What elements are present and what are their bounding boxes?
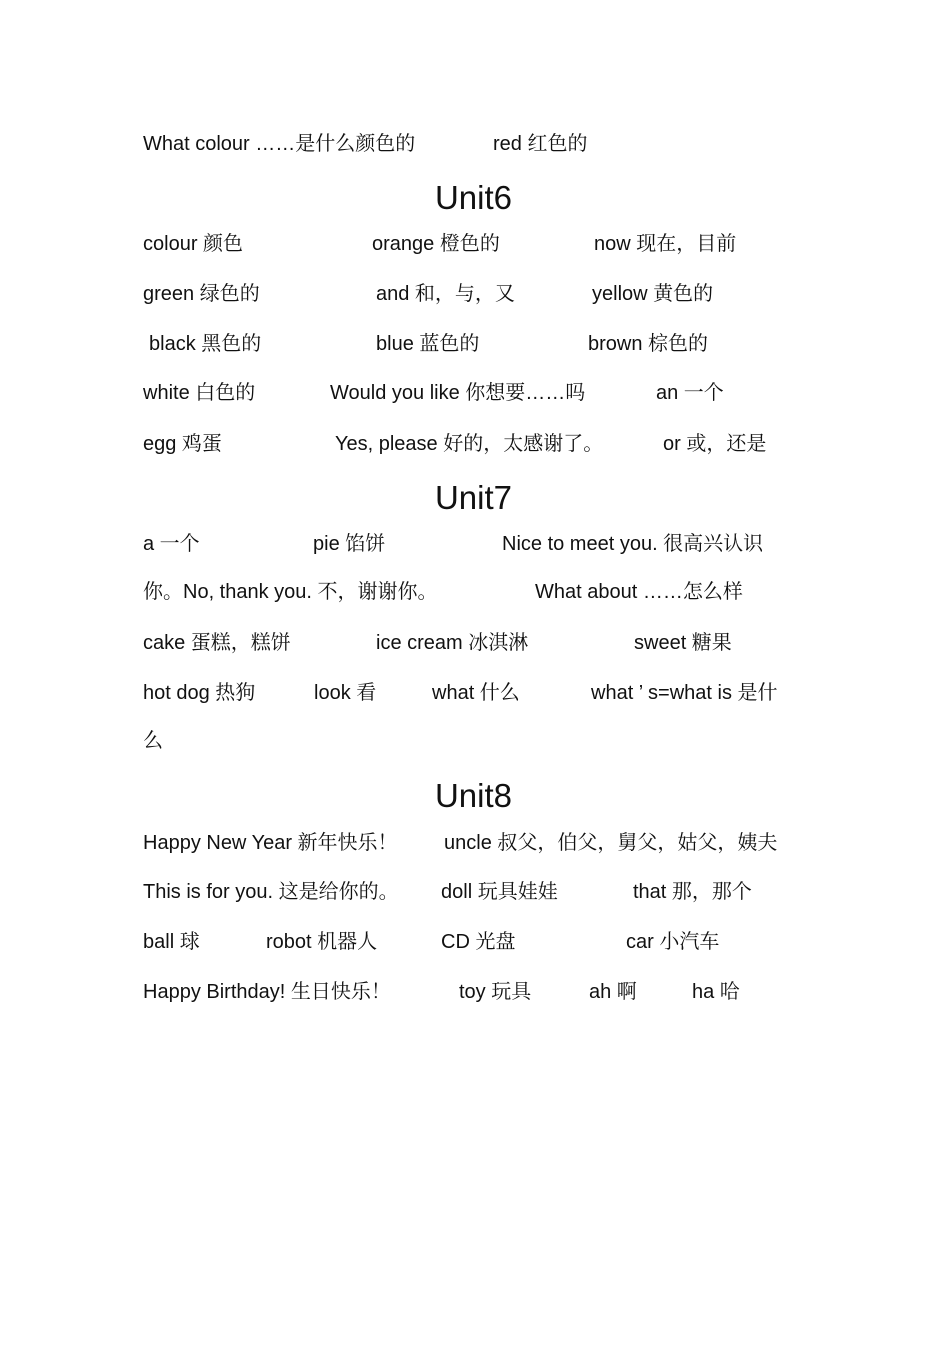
unit6-word: Would you like 你想要……吗 (330, 382, 586, 404)
unit6-word: yellow 黄色的 (592, 283, 714, 305)
unit8-word: car 小汽车 (626, 931, 720, 953)
unit7-word: 么 (143, 730, 163, 752)
unit8-word: Happy New Year 新年快乐！ (143, 832, 398, 854)
unit7-heading: Unit7 (434, 479, 513, 516)
unit7-word: hot dog 热狗 (143, 682, 256, 704)
unit7-word: pie 馅饼 (313, 533, 386, 555)
unit6-word: blue 蓝色的 (376, 333, 480, 355)
unit8-word: This is for you. 这是给你的。 (143, 881, 399, 903)
unit7-word: what 什么 (432, 682, 520, 704)
unit7-word: cake 蛋糕，糕饼 (143, 632, 291, 654)
unit6-word: or 或，还是 (663, 433, 767, 455)
unit8-word: Happy Birthday! 生日快乐！ (143, 981, 391, 1003)
unit6-word: orange 橙色的 (372, 233, 500, 255)
unit7-word: a 一个 (143, 533, 200, 555)
unit6-word: Yes, please 好的，太感谢了。 (335, 433, 604, 455)
unit8-word: ah 啊 (589, 981, 637, 1003)
unit7-word: 你。No, thank you. 不，谢谢你。 (143, 581, 438, 603)
unit7-word: ice cream 冰淇淋 (376, 632, 529, 654)
unit6-word: and 和，与，又 (376, 283, 515, 305)
unit6-word: white 白色的 (143, 382, 256, 404)
intro-red: red 红色的 (493, 133, 588, 155)
unit7-word: Nice to meet you. 很高兴认识 (502, 533, 764, 555)
unit8-word: doll 玩具娃娃 (441, 881, 558, 903)
unit6-word: now 现在，目前 (594, 233, 737, 255)
unit6-word: black 黑色的 (149, 333, 262, 355)
unit6-word: green 绿色的 (143, 283, 260, 305)
unit7-word: sweet 糖果 (634, 632, 732, 654)
unit7-word: What about ……怎么样 (535, 581, 743, 603)
unit7-word: what ’ s=what is 是什 (591, 682, 778, 704)
unit6-word: colour 颜色 (143, 233, 244, 255)
unit6-heading: Unit6 (434, 179, 513, 216)
unit8-word: toy 玩具 (459, 981, 532, 1003)
unit8-word: robot 机器人 (266, 931, 378, 953)
unit6-word: brown 棕色的 (588, 333, 709, 355)
unit8-word: that 那，那个 (633, 881, 752, 903)
intro-what-colour: What colour ……是什么颜色的 (143, 133, 416, 155)
unit8-word: uncle 叔父，伯父，舅父，姑父，姨夫 (444, 832, 778, 854)
unit6-word: an 一个 (656, 382, 724, 404)
unit6-word: egg 鸡蛋 (143, 433, 222, 455)
unit8-heading: Unit8 (434, 777, 513, 814)
unit8-word: ball 球 (143, 931, 200, 953)
unit8-word: CD 光盘 (441, 931, 516, 953)
unit7-word: look 看 (314, 682, 377, 704)
unit8-word: ha 哈 (692, 981, 740, 1003)
